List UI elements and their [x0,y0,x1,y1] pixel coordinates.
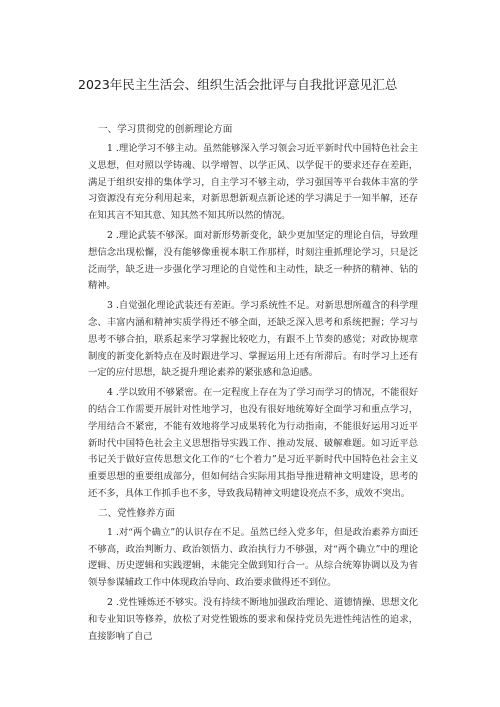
paragraph: 4 .学以致用不够紧密。在一定程度上存在为了学习而学习的情况，不能很好的结合工作需要开展针对性地学习，也没有很好地统筹好全面学习和重点学习，学用结合不紧密，不能有效地将学习成果转化为行动指南，不能很好运用习近平新时代中国特色社会主义思想指导实践工作、推动发展、破解难题。如习近平总书记关于做好宣传思想文化工作的“七个着力”是习近平新时代中国特色社会主义重要思想的重要组成部分，但如何结合实际用其指导推进精神文明建设，思考的还不多，具体工作抓手也不多，导致我局精神文明建设亮点不多，成效不突出。 [88,387,418,499]
paragraph: 2 .理论武装不够深。面对新形势新变化，缺少更加坚定的理论自信，导致理想信念出现松懈，没有能够像重视本职工作那样，时刻注重抓理论学习，只是泛泛而学，缺乏进一步强化学习理论的自觉性和主动性，缺乏一种挤的精神、钻的精神。 [88,229,418,292]
paragraph: 1 .对“两个确立”的认识存在不足。虽然已经入党多年，但是政治素养方面还不够高，政治判断力、政治领悟力、政治执行力不够强，对“两个确立”中的理论逻辑、历史逻辑和实践逻辑，未能完全做到知行合一。从综合统筹协调以及为省领导参谋辅政工作中体现政治导向、政治要求做得还不到位。 [88,526,418,589]
section-party-cultivation [88,506,418,646]
document-title: 2023年民主生活会、组织生活会批评与自我批评意见汇总 [78,77,398,92]
section-study [88,122,418,503]
document-body [88,122,418,648]
paragraph: 2 .党性锤炼还不够实。没有持续不断地加强政治理论、道德情操、思想文化和专业知识等修养，放松了对党性锻炼的要求和保持党员先进性纯洁性的追求，直接影响了自己 [88,596,418,642]
section-heading: 一、学习贯彻党的创新理论方面 [98,124,233,135]
paragraph: 3 .自觉强化理论武装还有差距。学习系统性不足。对新思想所蕴含的科学理念、丰富内涵和精神实质学得还不够全面，还缺乏深入思考和系统把握；学习与思考不够合拍，联系起来学习掌握比较吃力，有跟不上节奏的感觉；对政协规章制度的新变化新特点在及时跟进学习、掌握运用上还有所滞后。有时学习上还有一定的应付思想，缺乏提升理论素养的紧张感和急迫感。 [88,300,418,379]
section-heading: 二、党性修养方面 [98,507,175,519]
paragraph: 1 .理论学习不够主动。虽然能够深入学习领会习近平新时代中国特色社会主义思想，但对照以学铸魂、以学增智、以学正风、以学促干的要求还存在差距，满足于组织安排的集体学习，自主学习不够主动，学习强国等平台载体丰富的学习资源没有充分利用起来，对新思想新观点新论述的学习满足于一知半解，还存在知其言不知其意、知其然不知其所以然的情况。 [88,143,418,222]
